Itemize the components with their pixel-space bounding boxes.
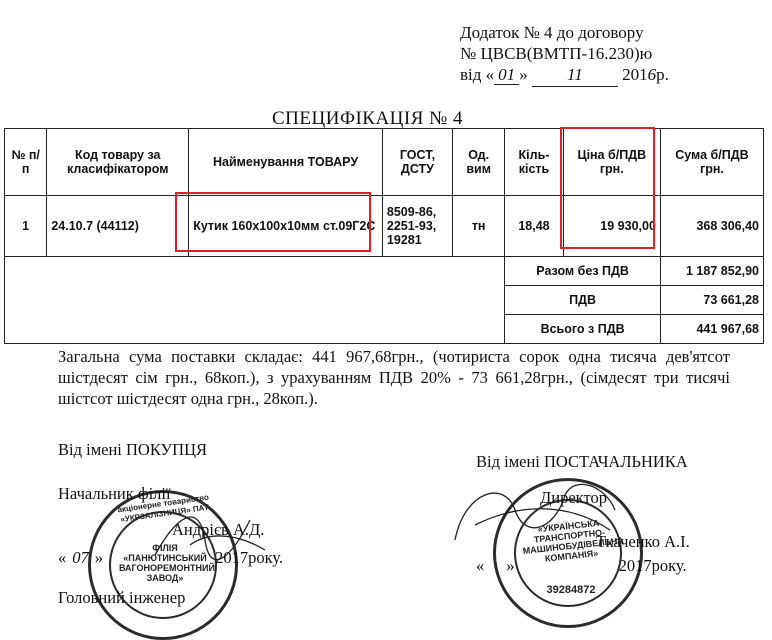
cell-unit: тн (452, 196, 504, 257)
totals-row-vat (5, 286, 764, 315)
cell-name: Кутик 160х100х10мм ст.09Г2С (189, 196, 383, 257)
supplier-date-suffix: » (506, 556, 515, 575)
header-sum: Сума б/ПДВ грн. (660, 129, 763, 196)
highlight-price-column (560, 127, 655, 249)
header-code: Код товару за класифікатором (47, 129, 189, 196)
date-prefix: від « (460, 65, 495, 84)
header-gost: ГОСТ, ДСТУ (382, 129, 452, 196)
supplier-stamp-code: 39284872 (546, 584, 596, 596)
buyer-date-day: 07 (72, 548, 89, 567)
supplier-name: Ткаченко А.І. (596, 532, 690, 551)
cell-gost: 8509-86, 2251-93, 19281 (382, 196, 452, 257)
buyer-stamp-center: ФІЛІЯ «ПАНЮТИНСЬКИЙ ВАГОНОРЕМОНТНИЙ ЗАВОД» (119, 543, 215, 583)
header-price: Ціна б/ПДВ грн. (563, 129, 660, 196)
buyer-stamp-ring: акціонерне товариство «УКРЗАЛІЗНИЦЯ» ПАТ (117, 492, 210, 525)
cell-sum: 368 306,40 (660, 196, 763, 257)
date-month: 11 (532, 64, 618, 87)
cell-qty: 18,48 (505, 196, 563, 257)
date-year-hand: 6 (647, 65, 657, 84)
buyer-date-suffix: » (94, 548, 103, 567)
total-value: 441 967,68 (660, 315, 763, 344)
totals-row-subtotal (5, 257, 764, 286)
annex-line-1: Додаток № 4 до договору (460, 23, 644, 42)
supplier-date (476, 556, 687, 576)
subtotal-label: Разом без ПДВ (505, 257, 661, 286)
annex-date-line (460, 64, 669, 87)
buyer-date (58, 548, 283, 568)
page-title: СПЕЦИФІКАЦІЯ № 4 (272, 108, 464, 129)
vat-label: ПДВ (505, 286, 661, 315)
buyer-name: Андрієв А.Д. (172, 520, 265, 539)
supplier-stamp-center: «УКРАЇНСЬКА ТРАНСПОРТНО-МАШИНОБУДІВЕЛЬНА КОМПАНІЯ» (522, 517, 625, 564)
date-day: 01 (494, 65, 519, 85)
totals-row-total (5, 315, 764, 344)
cell-price: 19 930,00 (563, 196, 660, 257)
buyer-position: Начальник філії (58, 484, 171, 503)
cell-num: 1 (5, 196, 47, 257)
supplier-position: Директор (540, 488, 607, 507)
date-year: 201 (622, 65, 648, 84)
supplier-label: Від імені ПОСТАЧАЛЬНИКА (476, 452, 688, 471)
subtotal-value: 1 187 852,90 (660, 257, 763, 286)
buyer-position-2: Головний інженер (58, 588, 186, 607)
supplier-date-prefix: « (476, 556, 485, 575)
supplier-date-year: 2017року. (618, 556, 687, 575)
buyer-date-prefix: « (58, 548, 67, 567)
date-suffix: р. (656, 65, 669, 84)
buyer-label: Від імені ПОКУПЦЯ (58, 440, 208, 459)
cell-code: 24.10.7 (44112) (47, 196, 189, 257)
header-qty: Кіль-кість (505, 129, 563, 196)
highlight-product-name (175, 192, 371, 252)
header-name: Найменування ТОВАРУ (189, 129, 383, 196)
header-unit: Од. вим (452, 129, 504, 196)
total-label: Всього з ПДВ (505, 315, 661, 344)
vat-value: 73 661,28 (660, 286, 763, 315)
total-sum-paragraph: Загальна сума поставки складає: 441 967,68грн., (чотириста сорок одна тисяча дев'ятсот шістдесят сім грн., 68коп.), з урахуванням ПДВ 20% - 73 661,28грн., (сімдесят три тисячі шістсот шістдесят одна грн., 28коп.). (58, 347, 730, 408)
header-num: № п/п (5, 129, 47, 196)
annex-line-2: № ЦВСВ(ВМТП-16.230)ю (460, 44, 653, 63)
buyer-date-year: 2017року. (215, 548, 284, 567)
date-mid: » (519, 65, 528, 84)
